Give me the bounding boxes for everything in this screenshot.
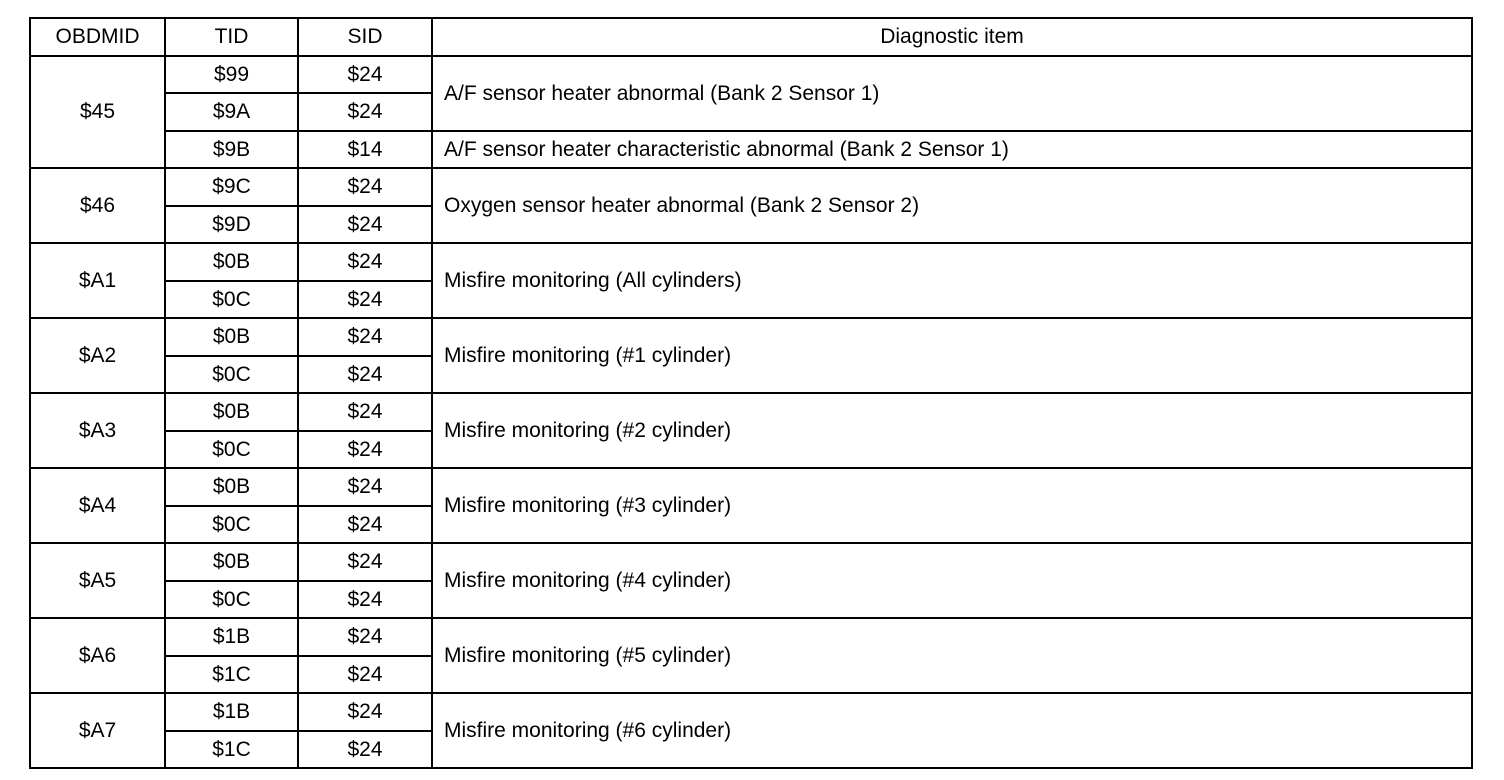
table-row bbox=[30, 243, 1472, 281]
table-row bbox=[30, 393, 1472, 431]
tid-cell: $0B bbox=[165, 243, 298, 281]
sid-cell: $24 bbox=[298, 656, 432, 694]
tid-cell: $9A bbox=[165, 93, 298, 131]
diagnostic-item-cell: Misfire monitoring (All cylinders) bbox=[432, 243, 1472, 318]
table-row bbox=[30, 468, 1472, 506]
diagnostic-item-cell: Misfire monitoring (#1 cylinder) bbox=[432, 318, 1472, 393]
sid-cell: $24 bbox=[298, 318, 432, 356]
sid-cell: $24 bbox=[298, 731, 432, 769]
tid-cell: $0B bbox=[165, 393, 298, 431]
sid-cell: $24 bbox=[298, 281, 432, 319]
tid-cell: $99 bbox=[165, 56, 298, 94]
tid-cell: $1C bbox=[165, 656, 298, 694]
table-row bbox=[30, 618, 1472, 656]
obdmid-cell: $45 bbox=[30, 56, 165, 169]
header-obdmid: OBDMID bbox=[30, 18, 165, 56]
tid-cell: $0B bbox=[165, 318, 298, 356]
diagnostic-item-cell: A/F sensor heater characteristic abnormal (Bank 2 Sensor 1) bbox=[432, 131, 1472, 169]
diagnostic-item-cell: Misfire monitoring (#4 cylinder) bbox=[432, 543, 1472, 618]
sid-cell: $24 bbox=[298, 543, 432, 581]
header-tid: TID bbox=[165, 18, 298, 56]
obdmid-cell: $A2 bbox=[30, 318, 165, 393]
header-diagnostic-item: Diagnostic item bbox=[432, 18, 1472, 56]
sid-cell: $24 bbox=[298, 243, 432, 281]
tid-cell: $0B bbox=[165, 543, 298, 581]
obdmid-cell: $A1 bbox=[30, 243, 165, 318]
obd-monitor-table bbox=[29, 17, 1473, 769]
obdmid-cell: $A7 bbox=[30, 693, 165, 768]
tid-cell: $0C bbox=[165, 431, 298, 469]
tid-cell: $1B bbox=[165, 693, 298, 731]
sid-cell: $24 bbox=[298, 356, 432, 394]
table-row bbox=[30, 168, 1472, 206]
table-row bbox=[30, 543, 1472, 581]
table-row bbox=[30, 56, 1472, 94]
sid-cell: $24 bbox=[298, 693, 432, 731]
table-row bbox=[30, 318, 1472, 356]
sid-cell: $24 bbox=[298, 93, 432, 131]
diagnostic-item-cell: Misfire monitoring (#6 cylinder) bbox=[432, 693, 1472, 768]
obdmid-cell: $A4 bbox=[30, 468, 165, 543]
obdmid-cell: $46 bbox=[30, 168, 165, 243]
sid-cell: $24 bbox=[298, 581, 432, 619]
obdmid-cell: $A3 bbox=[30, 393, 165, 468]
tid-cell: $0B bbox=[165, 468, 298, 506]
diagnostic-item-cell: Misfire monitoring (#2 cylinder) bbox=[432, 393, 1472, 468]
sid-cell: $24 bbox=[298, 206, 432, 244]
table-body bbox=[30, 56, 1472, 769]
obdmid-cell: $A6 bbox=[30, 618, 165, 693]
tid-cell: $0C bbox=[165, 281, 298, 319]
sid-cell: $14 bbox=[298, 131, 432, 169]
sid-cell: $24 bbox=[298, 506, 432, 544]
diagnostic-item-cell: Misfire monitoring (#3 cylinder) bbox=[432, 468, 1472, 543]
tid-cell: $1C bbox=[165, 731, 298, 769]
diagnostic-item-cell: Oxygen sensor heater abnormal (Bank 2 Sensor 2) bbox=[432, 168, 1472, 243]
sid-cell: $24 bbox=[298, 618, 432, 656]
tid-cell: $9B bbox=[165, 131, 298, 169]
tid-cell: $0C bbox=[165, 581, 298, 619]
obdmid-cell: $A5 bbox=[30, 543, 165, 618]
sid-cell: $24 bbox=[298, 431, 432, 469]
sid-cell: $24 bbox=[298, 56, 432, 94]
header-row bbox=[30, 18, 1472, 56]
header-sid: SID bbox=[298, 18, 432, 56]
sid-cell: $24 bbox=[298, 468, 432, 506]
tid-cell: $9D bbox=[165, 206, 298, 244]
diagnostic-item-cell: A/F sensor heater abnormal (Bank 2 Sensor 1) bbox=[432, 56, 1472, 131]
sid-cell: $24 bbox=[298, 393, 432, 431]
tid-cell: $1B bbox=[165, 618, 298, 656]
table-row bbox=[30, 131, 1472, 169]
sid-cell: $24 bbox=[298, 168, 432, 206]
tid-cell: $0C bbox=[165, 356, 298, 394]
tid-cell: $9C bbox=[165, 168, 298, 206]
table-row bbox=[30, 693, 1472, 731]
diagnostic-item-cell: Misfire monitoring (#5 cylinder) bbox=[432, 618, 1472, 693]
tid-cell: $0C bbox=[165, 506, 298, 544]
